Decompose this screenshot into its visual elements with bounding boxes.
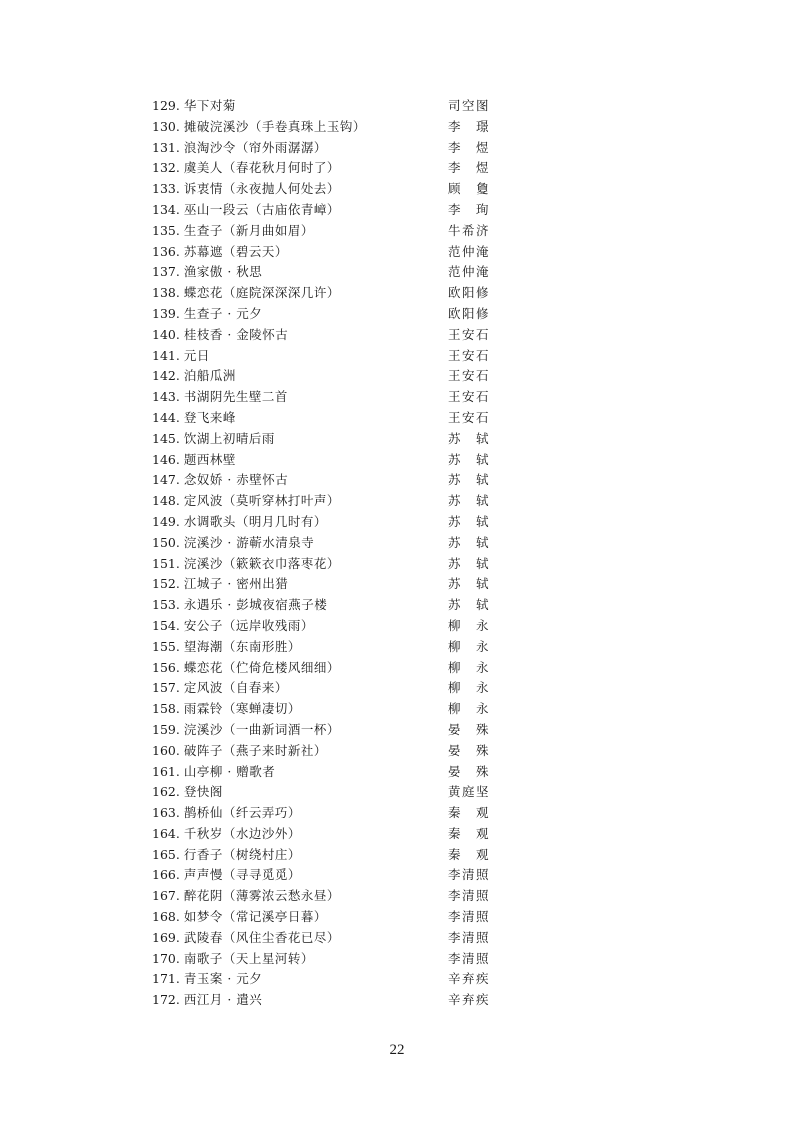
entry-number: 135. [152, 222, 180, 238]
entry-number: 153. [152, 597, 180, 613]
list-item [152, 117, 512, 138]
list-item [152, 387, 512, 408]
entry-number: 150. [152, 534, 180, 550]
entry-author: 辛弃疾 [448, 971, 489, 987]
entry-number: 163. [152, 805, 180, 821]
entry-title: 行香子（树绕村庄） [183, 846, 301, 862]
entry-number: 159. [152, 721, 180, 737]
list-item [152, 96, 512, 117]
entry-title: 虞美人（春花秋月何时了） [183, 160, 340, 176]
entry-number: 155. [152, 638, 180, 654]
entry-number: 166. [152, 867, 180, 883]
entry-number: 167. [152, 888, 180, 904]
entry-title: 摊破浣溪沙（手卷真珠上玉钩） [183, 118, 366, 134]
entry-title: 如梦令（常记溪亭日暮） [183, 909, 327, 925]
list-item [152, 138, 512, 159]
list-item [152, 574, 512, 595]
entry-title: 山亭柳 · 赠歌者 [183, 763, 276, 779]
list-item [152, 595, 512, 616]
entry-title: 蝶恋花（庭院深深深几许） [183, 285, 340, 301]
list-item [152, 824, 512, 845]
list-item [152, 865, 512, 886]
entry-number: 162. [152, 784, 180, 800]
entry-number: 136. [152, 243, 180, 259]
list-item [152, 533, 512, 554]
entry-author: 秦 观 [448, 846, 489, 862]
entry-author: 辛弃疾 [448, 992, 489, 1008]
entry-author: 苏 轼 [448, 430, 489, 446]
entry-author: 柳 永 [448, 701, 489, 717]
entry-number: 129. [152, 98, 180, 113]
entry-number: 161. [152, 763, 180, 779]
entry-title: 声声慢（寻寻觅觅） [183, 867, 301, 883]
entry-title: 桂枝香 · 金陵怀古 [183, 326, 289, 342]
entry-title: 青玉案 · 元夕 [183, 971, 263, 987]
list-item [152, 221, 512, 242]
list-item [152, 283, 512, 304]
entry-author: 李清照 [448, 867, 489, 883]
entry-number: 154. [152, 617, 180, 633]
entry-number: 148. [152, 493, 180, 509]
entry-author: 秦 观 [448, 825, 489, 841]
list-item [152, 658, 512, 679]
entry-title: 西江月 · 遣兴 [183, 992, 263, 1008]
entry-title: 饮湖上初晴后雨 [183, 430, 275, 446]
entry-author: 欧阳修 [448, 305, 489, 321]
entry-number: 157. [152, 680, 180, 696]
entry-number: 133. [152, 181, 180, 197]
entry-title: 渔家傲 · 秋思 [183, 264, 263, 280]
list-item [152, 845, 512, 866]
entry-number: 130. [152, 118, 180, 134]
entry-title: 书湖阴先生壁二首 [183, 389, 288, 405]
entry-number: 151. [152, 555, 180, 571]
entry-author: 李清照 [448, 888, 489, 904]
entry-title: 定风波（莫听穿林打叶声） [183, 493, 340, 509]
list-item [152, 554, 512, 575]
entry-author: 苏 轼 [448, 534, 489, 550]
entry-title: 千秋岁（水边沙外） [183, 825, 301, 841]
entry-title: 浣溪沙（簌簌衣巾落枣花） [183, 555, 340, 571]
entry-title: 诉衷情（永夜抛人何处去） [183, 181, 340, 197]
list-item [152, 429, 512, 450]
entry-title: 鹊桥仙（纤云弄巧） [183, 805, 301, 821]
list-item [152, 803, 512, 824]
list-item [152, 450, 512, 471]
list-item [152, 928, 512, 949]
entry-number: 141. [152, 347, 180, 363]
entry-title: 望海潮（东南形胜） [183, 638, 301, 654]
entry-author: 黄庭坚 [448, 784, 489, 800]
list-item [152, 366, 512, 387]
list-item [152, 741, 512, 762]
entry-author: 李清照 [448, 909, 489, 925]
entry-author: 苏 轼 [448, 576, 489, 592]
entry-author: 王安石 [448, 368, 489, 384]
entry-number: 160. [152, 742, 180, 758]
poem-list [152, 96, 512, 1011]
entry-author: 苏 轼 [448, 597, 489, 613]
page-number: 22 [389, 1042, 405, 1058]
entry-author: 牛希济 [448, 222, 489, 238]
list-item [152, 346, 512, 367]
entry-author: 苏 轼 [448, 493, 489, 509]
list-item [152, 200, 512, 221]
entry-author: 晏 殊 [448, 763, 489, 779]
list-item [152, 907, 512, 928]
list-item [152, 470, 512, 491]
entry-number: 142. [152, 368, 180, 384]
entry-author: 李 珣 [448, 201, 489, 217]
entry-title: 元日 [183, 347, 210, 363]
entry-number: 165. [152, 846, 180, 862]
entry-author: 王安石 [448, 409, 489, 425]
entry-number: 138. [152, 285, 180, 301]
entry-author: 范仲淹 [448, 264, 489, 280]
list-item [152, 179, 512, 200]
entry-author: 柳 永 [448, 617, 489, 633]
entry-title: 定风波（自春来） [183, 680, 288, 696]
entry-author: 苏 轼 [448, 451, 489, 467]
entry-number: 172. [152, 992, 180, 1008]
entry-number: 147. [152, 472, 180, 488]
entry-author: 柳 永 [448, 680, 489, 696]
entry-author: 苏 轼 [448, 513, 489, 529]
entry-author: 柳 永 [448, 659, 489, 675]
entry-number: 145. [152, 430, 180, 446]
entry-number: 170. [152, 950, 180, 966]
entry-title: 武陵春（风住尘香花已尽） [183, 929, 340, 945]
entry-title: 浣溪沙 · 游蕲水清泉寺 [183, 534, 315, 550]
entry-title: 生查子 · 元夕 [183, 305, 263, 321]
entry-author: 秦 观 [448, 805, 489, 821]
entry-number: 149. [152, 513, 180, 529]
entry-number: 169. [152, 929, 180, 945]
entry-number: 152. [152, 576, 180, 592]
entry-author: 王安石 [448, 326, 489, 342]
entry-title: 生查子（新月曲如眉） [183, 222, 314, 238]
entry-author: 晏 殊 [448, 742, 489, 758]
entry-title: 雨霖铃（寒蝉凄切） [183, 701, 301, 717]
list-item [152, 512, 512, 533]
entry-title: 泊船瓜洲 [183, 368, 236, 384]
list-item [152, 616, 512, 637]
entry-title: 安公子（远岸收残雨） [183, 617, 314, 633]
entry-author: 李 煜 [448, 139, 489, 155]
entry-author: 李清照 [448, 950, 489, 966]
entry-author: 晏 殊 [448, 721, 489, 737]
list-item [152, 949, 512, 970]
entry-title: 蝶恋花（伫倚危楼风细细） [183, 659, 340, 675]
entry-author: 顾 敻 [448, 181, 489, 197]
entry-number: 137. [152, 264, 180, 280]
list-item [152, 325, 512, 346]
entry-number: 134. [152, 201, 180, 217]
entry-number: 143. [152, 389, 180, 405]
entry-author: 司空图 [448, 98, 489, 113]
entry-number: 158. [152, 701, 180, 717]
entry-number: 132. [152, 160, 180, 176]
list-item [152, 637, 512, 658]
list-item [152, 242, 512, 263]
entry-title: 浪淘沙令（帘外雨潺潺） [183, 139, 327, 155]
list-item [152, 969, 512, 990]
entry-number: 156. [152, 659, 180, 675]
list-item [152, 408, 512, 429]
entry-author: 柳 永 [448, 638, 489, 654]
entry-title: 华下对菊 [183, 98, 236, 113]
entry-title: 念奴娇 · 赤壁怀古 [183, 472, 289, 488]
entry-author: 苏 轼 [448, 555, 489, 571]
entry-author: 王安石 [448, 389, 489, 405]
list-item [152, 491, 512, 512]
list-item [152, 886, 512, 907]
entry-number: 139. [152, 305, 180, 321]
entry-title: 登飞来峰 [183, 409, 236, 425]
entry-title: 苏幕遮（碧云天） [183, 243, 288, 259]
list-item [152, 782, 512, 803]
list-item [152, 762, 512, 783]
entry-author: 李 璟 [448, 118, 489, 134]
list-item [152, 678, 512, 699]
entry-number: 144. [152, 409, 180, 425]
entry-title: 浣溪沙（一曲新词酒一杯） [183, 721, 340, 737]
entry-title: 南歌子（天上星河转） [183, 950, 314, 966]
list-item [152, 990, 512, 1011]
list-item [152, 158, 512, 179]
entry-title: 登快阁 [183, 784, 223, 800]
list-item [152, 304, 512, 325]
entry-author: 李清照 [448, 929, 489, 945]
list-item [152, 262, 512, 283]
entry-author: 范仲淹 [448, 243, 489, 259]
entry-author: 李 煜 [448, 160, 489, 176]
entry-number: 146. [152, 451, 180, 467]
entry-number: 140. [152, 326, 180, 342]
entry-title: 题西林壁 [183, 451, 236, 467]
list-item [152, 699, 512, 720]
entry-title: 水调歌头（明月几时有） [183, 513, 327, 529]
entry-number: 171. [152, 971, 180, 987]
entry-title: 江城子 · 密州出猎 [183, 576, 289, 592]
entry-number: 164. [152, 825, 180, 841]
entry-number: 168. [152, 909, 180, 925]
entry-title: 破阵子（燕子来时新社） [183, 742, 327, 758]
entry-number: 131. [152, 139, 180, 155]
entry-author: 王安石 [448, 347, 489, 363]
entry-title: 永遇乐 · 彭城夜宿燕子楼 [183, 597, 328, 613]
entry-author: 欧阳修 [448, 285, 489, 301]
entry-title: 醉花阴（薄雾浓云愁永昼） [183, 888, 340, 904]
list-item [152, 720, 512, 741]
entry-author: 苏 轼 [448, 472, 489, 488]
entry-title: 巫山一段云（古庙依青嶂） [183, 201, 340, 217]
